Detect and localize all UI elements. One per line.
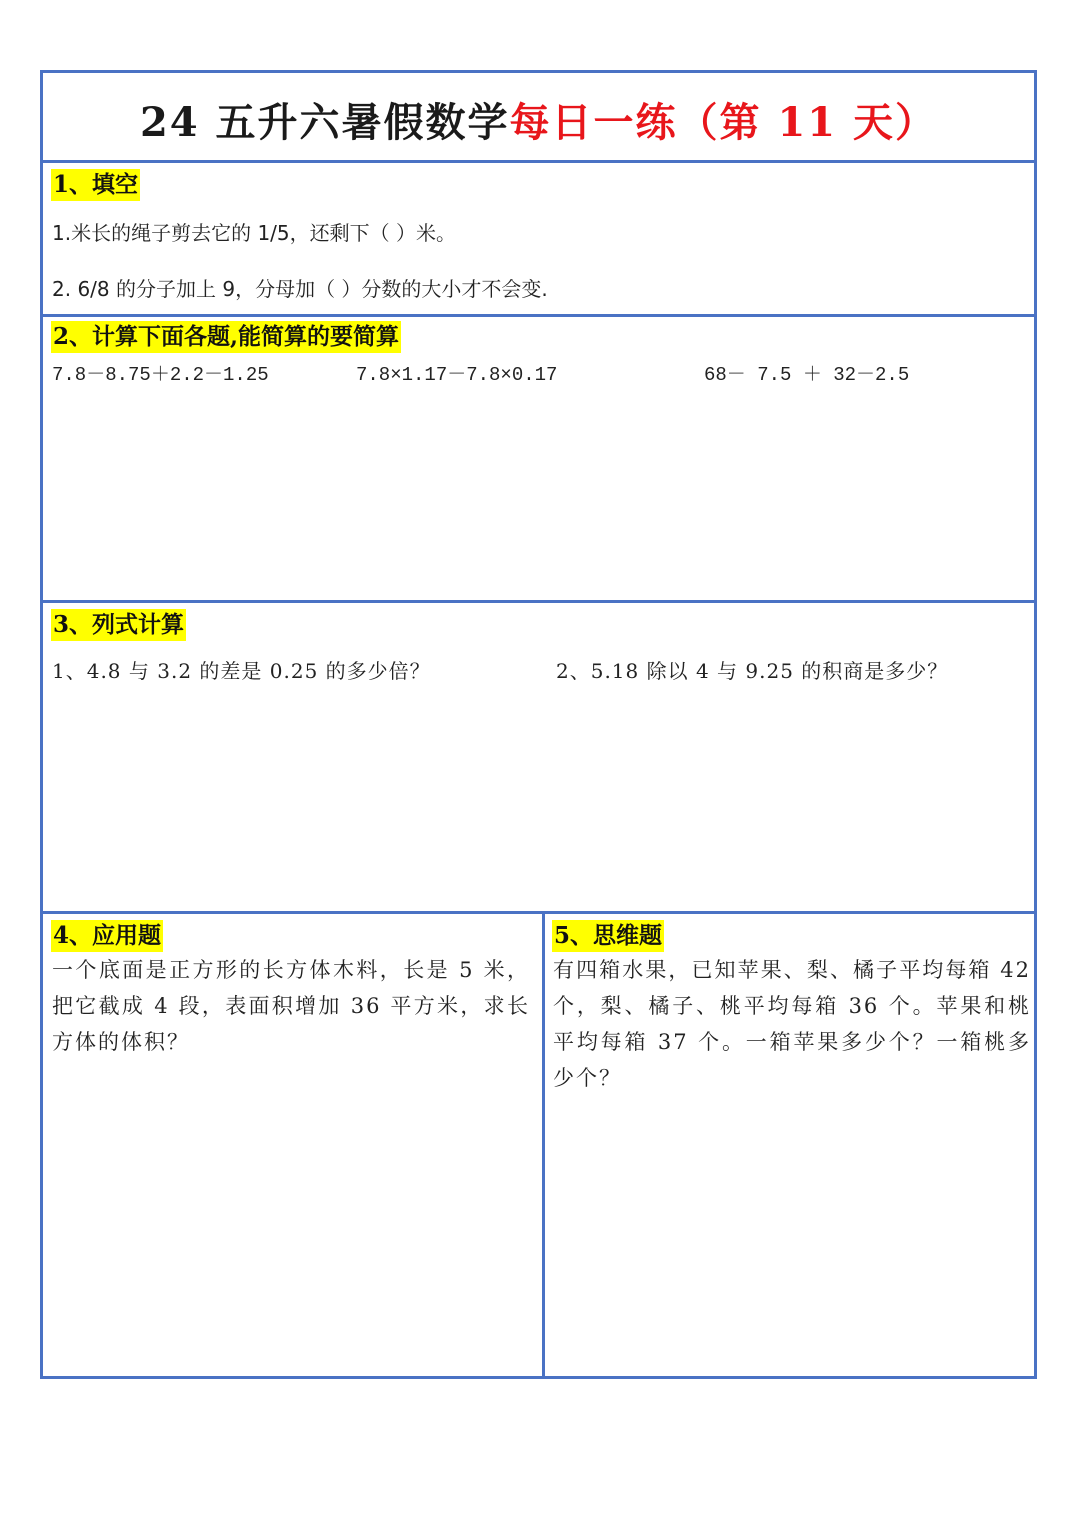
section-calculation <box>43 317 1034 603</box>
expression-3: 68－ 7.5 ＋ 32－2.5 <box>704 364 910 386</box>
title-row <box>43 73 1034 163</box>
expression-1: 7.8－8.75＋2.2－1.25 <box>52 364 269 386</box>
question-3-1: 1、4.8 与 3.2 的差是 0.25 的多少倍？ <box>52 659 431 683</box>
question-3-2: 2、5.18 除以 4 与 9.25 的积商是多少？ <box>556 659 949 683</box>
question-1-1: 1.米长的绳子剪去它的 1/5，还剩下（ ）米。 <box>52 221 456 245</box>
application-problem: 一个底面是正方形的长方体木料，长是 5 米，把它截成 4 段，表面积增加 36 平方米，求长方体的体积？ <box>52 958 530 1054</box>
section-heading: 4、应用题 <box>51 920 163 952</box>
section-problems <box>43 914 1034 1376</box>
expression-2: 7.8×1.17－7.8×0.17 <box>356 364 558 386</box>
section-heading: 1、填空 <box>51 169 140 201</box>
thinking-problem: 有四箱水果，已知苹果、梨、橘子平均每箱 42 个，梨、橘子、桃平均每箱 36 个。苹果和桃平均每箱 37 个。一箱苹果多少个？一箱桃多少个？ <box>553 958 1031 1090</box>
question-1-2: 2. 6/8 的分子加上 9，分母加（ ）分数的大小才不会变. <box>52 277 548 301</box>
section-heading: 2、计算下面各题,能简算的要简算 <box>51 321 401 353</box>
title-highlight: 每日一练（第 11 天） <box>509 99 938 146</box>
section-heading: 3、列式计算 <box>51 609 186 641</box>
section-heading: 5、思维题 <box>552 920 664 952</box>
title-main: 24 五升六暑假数学 <box>139 99 510 146</box>
section-fill-in <box>43 163 1034 317</box>
section-formula <box>43 603 1034 914</box>
page-title <box>43 91 1034 148</box>
column-divider <box>542 914 545 1376</box>
worksheet <box>40 70 1037 1379</box>
